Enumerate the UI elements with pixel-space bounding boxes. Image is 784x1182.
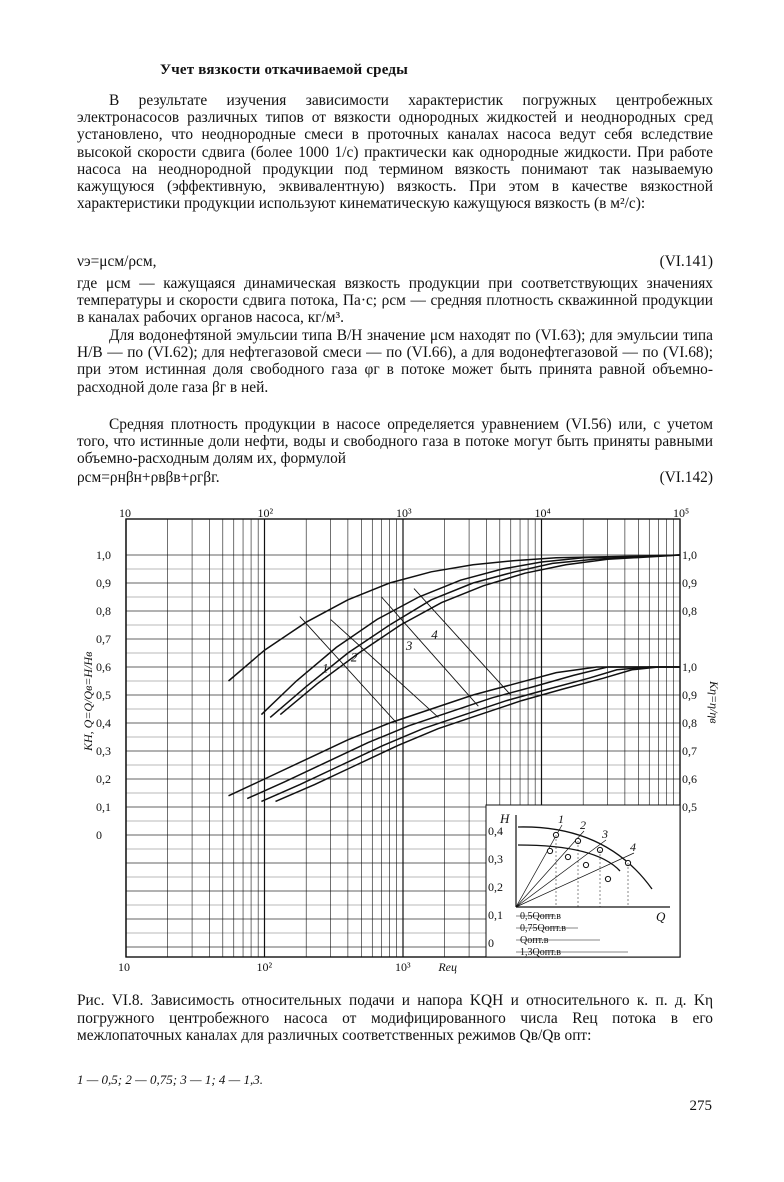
bottom-tick-label: 10 xyxy=(118,960,130,974)
equation-vi142-formula: ρсм=ρнβн+ρвβв+ρгβг. xyxy=(77,469,220,486)
inset-q-label-value: 1,3Qопт.в xyxy=(520,947,561,958)
right-tick-label-lower: 0,8 xyxy=(682,716,697,730)
right-tick-label-upper: 0,9 xyxy=(682,576,697,590)
left-tick-label: 0,1 xyxy=(96,800,111,814)
paragraph-emulsions: Для водонефтяной эмульсии типа В/Н значение μсм находят по (VI.63); для эмульсии типа Н/В — по (VI.62); для нефтегазовой смеси — по (VI.66), а для водонефтегазовой — по (VI.68); при этом истинная доля свободного газа φг в потоке может быть принята равной объемно-расходной доле газа βг в ней. xyxy=(77,327,713,396)
paragraph-definitions: где μсм — кажущаяся динамическая вязкость продукции при соответствующих значениях температуры и скорости сдвига потока, Па·с; ρсм — средняя плотность скважинной продукции в каналах рабочих органов насоса, кг/м³. xyxy=(77,275,713,327)
equation-vi142-number: (VI.142) xyxy=(659,469,713,486)
kq-curve xyxy=(280,555,680,715)
inset-point-viscous xyxy=(583,862,588,867)
series-leader-line xyxy=(382,597,479,706)
inset-q-label: Q xyxy=(656,909,666,924)
equation-vi141-formula: νэ=μсм/ρсм, xyxy=(77,253,157,270)
inset-h-label: H xyxy=(500,811,510,826)
left-tick-label: 0,7 xyxy=(96,632,111,646)
inset-point-label: 4 xyxy=(630,840,636,854)
figure-caption: Рис. VI.8. Зависимость относительных подачи и напора KQH и относительного к. п. д. Kη погружного центробежного насоса от модифицированного числа Reц потока в его межлопаточных каналах для различных соответственных режимов Qв/Qв опт: xyxy=(77,992,713,1045)
inset-tick-label: 0,4 xyxy=(488,824,503,838)
left-tick-label: 0,4 xyxy=(96,716,111,730)
left-tick-label: 0,5 xyxy=(96,688,111,702)
right-tick-label-upper: 0,8 xyxy=(682,604,697,618)
top-tick-label: 10 xyxy=(119,506,131,520)
top-tick-label: 10⁵ xyxy=(673,506,690,520)
inset-point-label: 1 xyxy=(558,812,564,826)
figure-legend: 1 — 0,5; 2 — 0,75; 3 — 1; 4 — 1,3. xyxy=(77,1072,263,1087)
top-tick-label: 10² xyxy=(257,506,274,520)
kq-curve xyxy=(270,555,680,717)
left-tick-label: 0,6 xyxy=(96,660,111,674)
left-tick-label: 0,9 xyxy=(96,576,111,590)
series-label: 3 xyxy=(405,638,413,654)
inset-point-label: 3 xyxy=(602,827,608,841)
figure-vi8 xyxy=(76,505,721,985)
chart-curves xyxy=(229,555,681,801)
left-tick-label: 0,2 xyxy=(96,772,111,786)
inset-point-label: 2 xyxy=(580,818,586,832)
kq-curve xyxy=(229,555,681,681)
right-tick-label-upper: 1,0 xyxy=(682,548,697,562)
top-tick-label: 10³ xyxy=(396,506,412,520)
equation-vi142 xyxy=(77,469,713,487)
inset-q-label-value: 0,75Qопт.в xyxy=(520,923,566,934)
series-leader-line xyxy=(414,589,511,695)
series-label: 1 xyxy=(321,660,329,676)
inset-hq-diagram xyxy=(486,805,680,958)
equation-vi141-number: (VI.141) xyxy=(659,253,713,270)
left-tick-label: 0,3 xyxy=(96,744,111,758)
keta-curve xyxy=(261,667,680,801)
left-tick-label: 1,0 xyxy=(96,548,111,562)
page-number: 275 xyxy=(689,1098,712,1114)
left-axis-label: KH, Q=Q/Qв=H/Hв xyxy=(81,651,95,751)
right-tick-label-lower: 0,6 xyxy=(682,772,697,786)
inset-point-viscous xyxy=(605,876,610,881)
inset-tick-label: 0,1 xyxy=(488,908,503,922)
top-tick-label: 10⁴ xyxy=(534,506,551,520)
keta-curve xyxy=(276,667,681,801)
right-tick-label-lower: 0,5 xyxy=(682,800,697,814)
inset-point-viscous xyxy=(547,848,552,853)
left-tick-label: 0,8 xyxy=(96,604,111,618)
inset-q-label-value: 0,5Qопт.в xyxy=(520,911,561,922)
inset-tick-label: 0 xyxy=(488,936,494,950)
series-leader-line xyxy=(300,617,397,723)
bottom-tick-label: 10³ xyxy=(395,960,411,974)
pump-characteristics-chart xyxy=(76,505,721,985)
x-axis-label: Reц xyxy=(438,960,458,974)
series-label: 2 xyxy=(350,649,358,665)
series-label: 4 xyxy=(431,627,438,642)
inset-tick-label: 0,2 xyxy=(488,880,503,894)
kq-curve xyxy=(261,555,680,715)
left-tick-label: 0 xyxy=(96,828,102,842)
right-tick-label-lower: 1,0 xyxy=(682,660,697,674)
inset-point-viscous xyxy=(565,854,570,859)
equation-vi141 xyxy=(77,253,713,271)
right-axis-label: Kη=η/ηв xyxy=(707,681,721,724)
paragraph-viscosity: В результате изучения зависимости характеристик погружных центробежных электронасосов различных типов от вязкости однородных жидкостей и неоднородных сред установлено, что неоднородные смеси в проточных каналах насоса ведут себя вследствие высокой скорости сдвига (более 1000 1/с) практически как однородные жидкости. При работе насоса на неоднородной продукции под термином вязкость понимают так называемую кажущуюся (эффективную, эквивалентную) вязкость. При этом в качестве вязкостной характеристики продукции используют кинематическую кажущуюся вязкость (в м²/с): xyxy=(77,92,713,213)
right-tick-label-lower: 0,9 xyxy=(682,688,697,702)
inset-q-label-value: Qопт.в xyxy=(520,935,549,946)
section-heading: Учет вязкости откачиваемой среды xyxy=(160,62,409,78)
right-tick-label-lower: 0,7 xyxy=(682,744,697,758)
inset-tick-label: 0,3 xyxy=(488,852,503,866)
paragraph-density: Средняя плотность продукции в насосе определяется уравнением (VI.56) или, с учетом того, что истинные доли нефти, воды и свободного газа в потоке могут быть приняты равными объемно-расходным долям их, формулой xyxy=(77,416,713,468)
bottom-tick-label: 10² xyxy=(256,960,273,974)
